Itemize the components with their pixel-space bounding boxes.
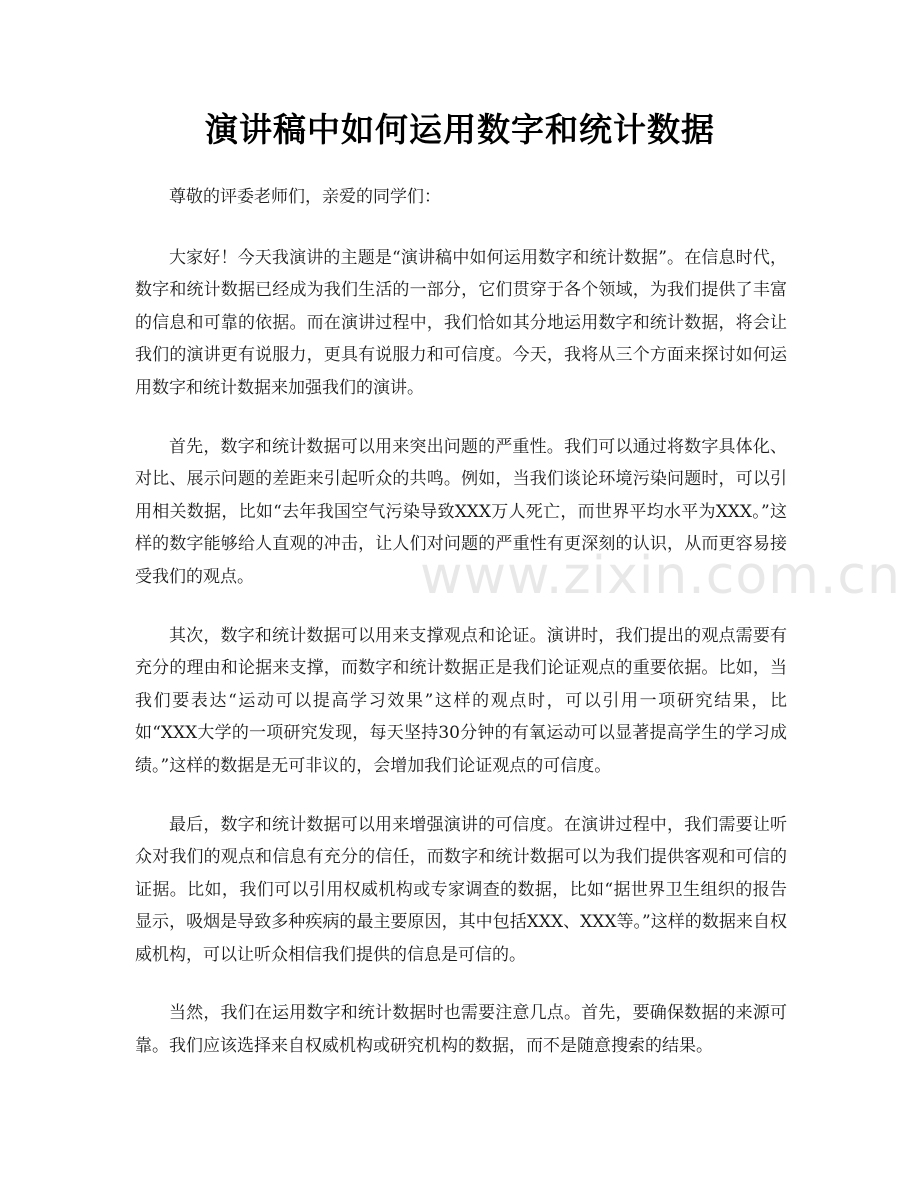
first-point-paragraph: 首先，数字和统计数据可以用来突出问题的严重性。我们可以通过将数字具体化、对比、展示问题的差距来引起听众的共鸣。例如，当我们谈论环境污染问题时，可以引用相关数据，比如“去年我国空气污染导致XXX万人死亡，而世界平均水平为XXX。”这样的数字能够给人直观的冲击，让人们对问题的严重性有更深刻的认识，从而更容易接受我们的观点。 <box>135 436 787 587</box>
third-point-paragraph: 最后，数字和统计数据可以用来增强演讲的可信度。在演讲过程中，我们需要让听众对我们的观点和信息有充分的信任，而数字和统计数据可以为我们提供客观和可信的证据。比如，我们可以引用权威机构或专家调查的数据，比如“据世界卫生组织的报告显示，吸烟是导致多种疾病的最主要原因，其中包括XXX、XXX等。”这样的数据来自权威机构，可以让听众相信我们提供的信息是可信的。 <box>135 814 787 965</box>
greeting-paragraph: 尊敬的评委老师们，亲爱的同学们： <box>169 187 441 207</box>
document-title: 演讲稿中如何运用数字和统计数据 <box>205 110 715 149</box>
second-point-paragraph: 其次，数字和统计数据可以用来支撑观点和论证。演讲时，我们提出的观点需要有充分的理由和论据来支撑，而数字和统计数据正是我们论证观点的重要依据。比如，当我们要表达“运动可以提高学习效果”这样的观点时，可以引用一项研究结果，比如“XXX大学的一项研究发现，每天坚持30分钟的有氧运动可以显著提高学生的学习成绩。”这样的数据是无可非议的，会增加我们论证观点的可信度。 <box>135 625 787 776</box>
watermark: www.zixin.com.cn <box>420 546 901 606</box>
notes-paragraph: 当然，我们在运用数字和统计数据时也需要注意几点。首先，要确保数据的来源可靠。我们应该选择来自权威机构或研究机构的数据，而不是随意搜索的结果。 <box>135 1003 787 1057</box>
intro-paragraph: 大家好！今天我演讲的主题是“演讲稿中如何运用数字和统计数据”。在信息时代，数字和统计数据已经成为我们生活的一部分，它们贯穿于各个领域，为我们提供了丰富的信息和可靠的依据。而在演讲过程中，我们恰如其分地运用数字和统计数据，将会让我们的演讲更有说服力，更具有说服力和可信度。今天，我将从三个方面来探讨如何运用数字和统计数据来加强我们的演讲。 <box>135 247 787 398</box>
document-body <box>135 181 787 1089</box>
